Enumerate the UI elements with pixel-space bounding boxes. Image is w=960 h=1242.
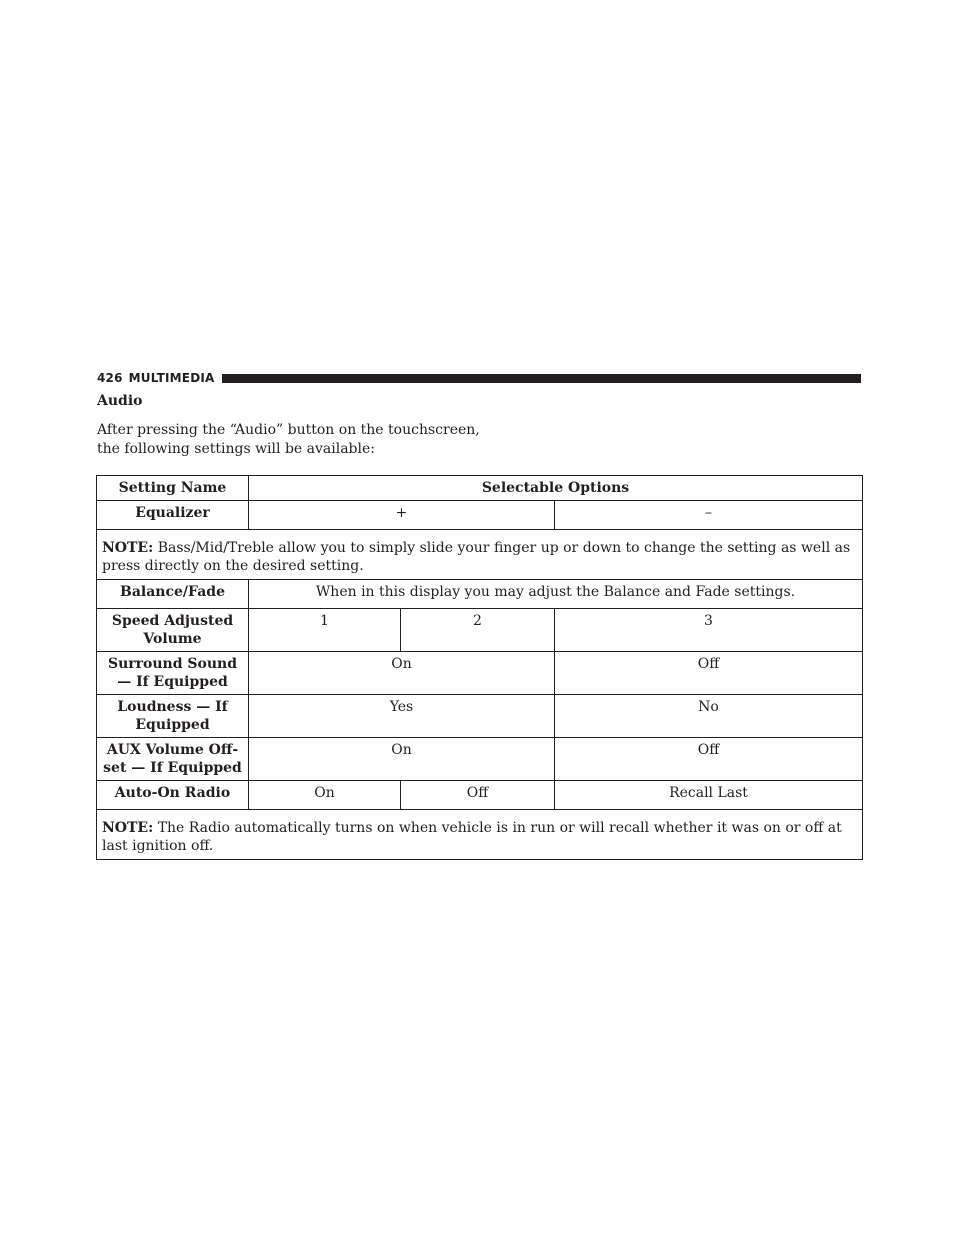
setting-name: Balance/Fade [97,580,249,609]
option-cell: – [555,501,863,530]
table-row [97,781,863,810]
table-header-row [97,476,863,501]
setting-name: Loudness — If Equipped [97,695,249,738]
note-row [97,530,863,580]
table-row [97,580,863,609]
option-cell: When in this display you may adjust the Balance and Fade settings. [249,580,863,609]
option-cell: 1 [249,609,401,652]
option-cell: Yes [249,695,555,738]
option-cell: On [249,652,555,695]
col-header-setting-name: Setting Name [97,476,249,501]
setting-name: Equalizer [97,501,249,530]
option-cell: 3 [555,609,863,652]
audio-settings-table [96,475,863,860]
page-header [97,370,861,386]
setting-name: Surround Sound — If Equipped [97,652,249,695]
setting-name: AUX Volume Off-set — If Equipped [97,738,249,781]
table-row [97,695,863,738]
option-cell: No [555,695,863,738]
page-number: 426 [97,371,123,385]
option-cell: Off [401,781,555,810]
table-row [97,738,863,781]
section-title: MULTIMEDIA [128,371,215,385]
note-cell [97,810,863,860]
option-cell: + [249,501,555,530]
section-heading: Audio [97,393,143,409]
col-header-selectable-options: Selectable Options [249,476,863,501]
setting-name: Auto-On Radio [97,781,249,810]
option-cell: Off [555,652,863,695]
option-cell: 2 [401,609,555,652]
setting-name: Speed Adjusted Volume [97,609,249,652]
option-cell: Off [555,738,863,781]
note-label: NOTE: [102,540,154,556]
note-row [97,810,863,860]
option-cell: On [249,781,401,810]
header-rule [222,374,861,383]
note-cell [97,530,863,580]
option-cell: On [249,738,555,781]
note-label: NOTE: [102,820,154,836]
option-cell: Recall Last [555,781,863,810]
table-row [97,501,863,530]
note-text: The Radio automatically turns on when vehicle is in run or will recall whether it was on or off at last ignition off. [102,820,842,854]
note-text: Bass/Mid/Treble allow you to simply slide your finger up or down to change the setting as well as press directly on the desired setting. [102,540,851,574]
table-row [97,609,863,652]
table-row [97,652,863,695]
intro-paragraph: After pressing the “Audio” button on the touchscreen, the following settings will be available: [97,422,480,457]
